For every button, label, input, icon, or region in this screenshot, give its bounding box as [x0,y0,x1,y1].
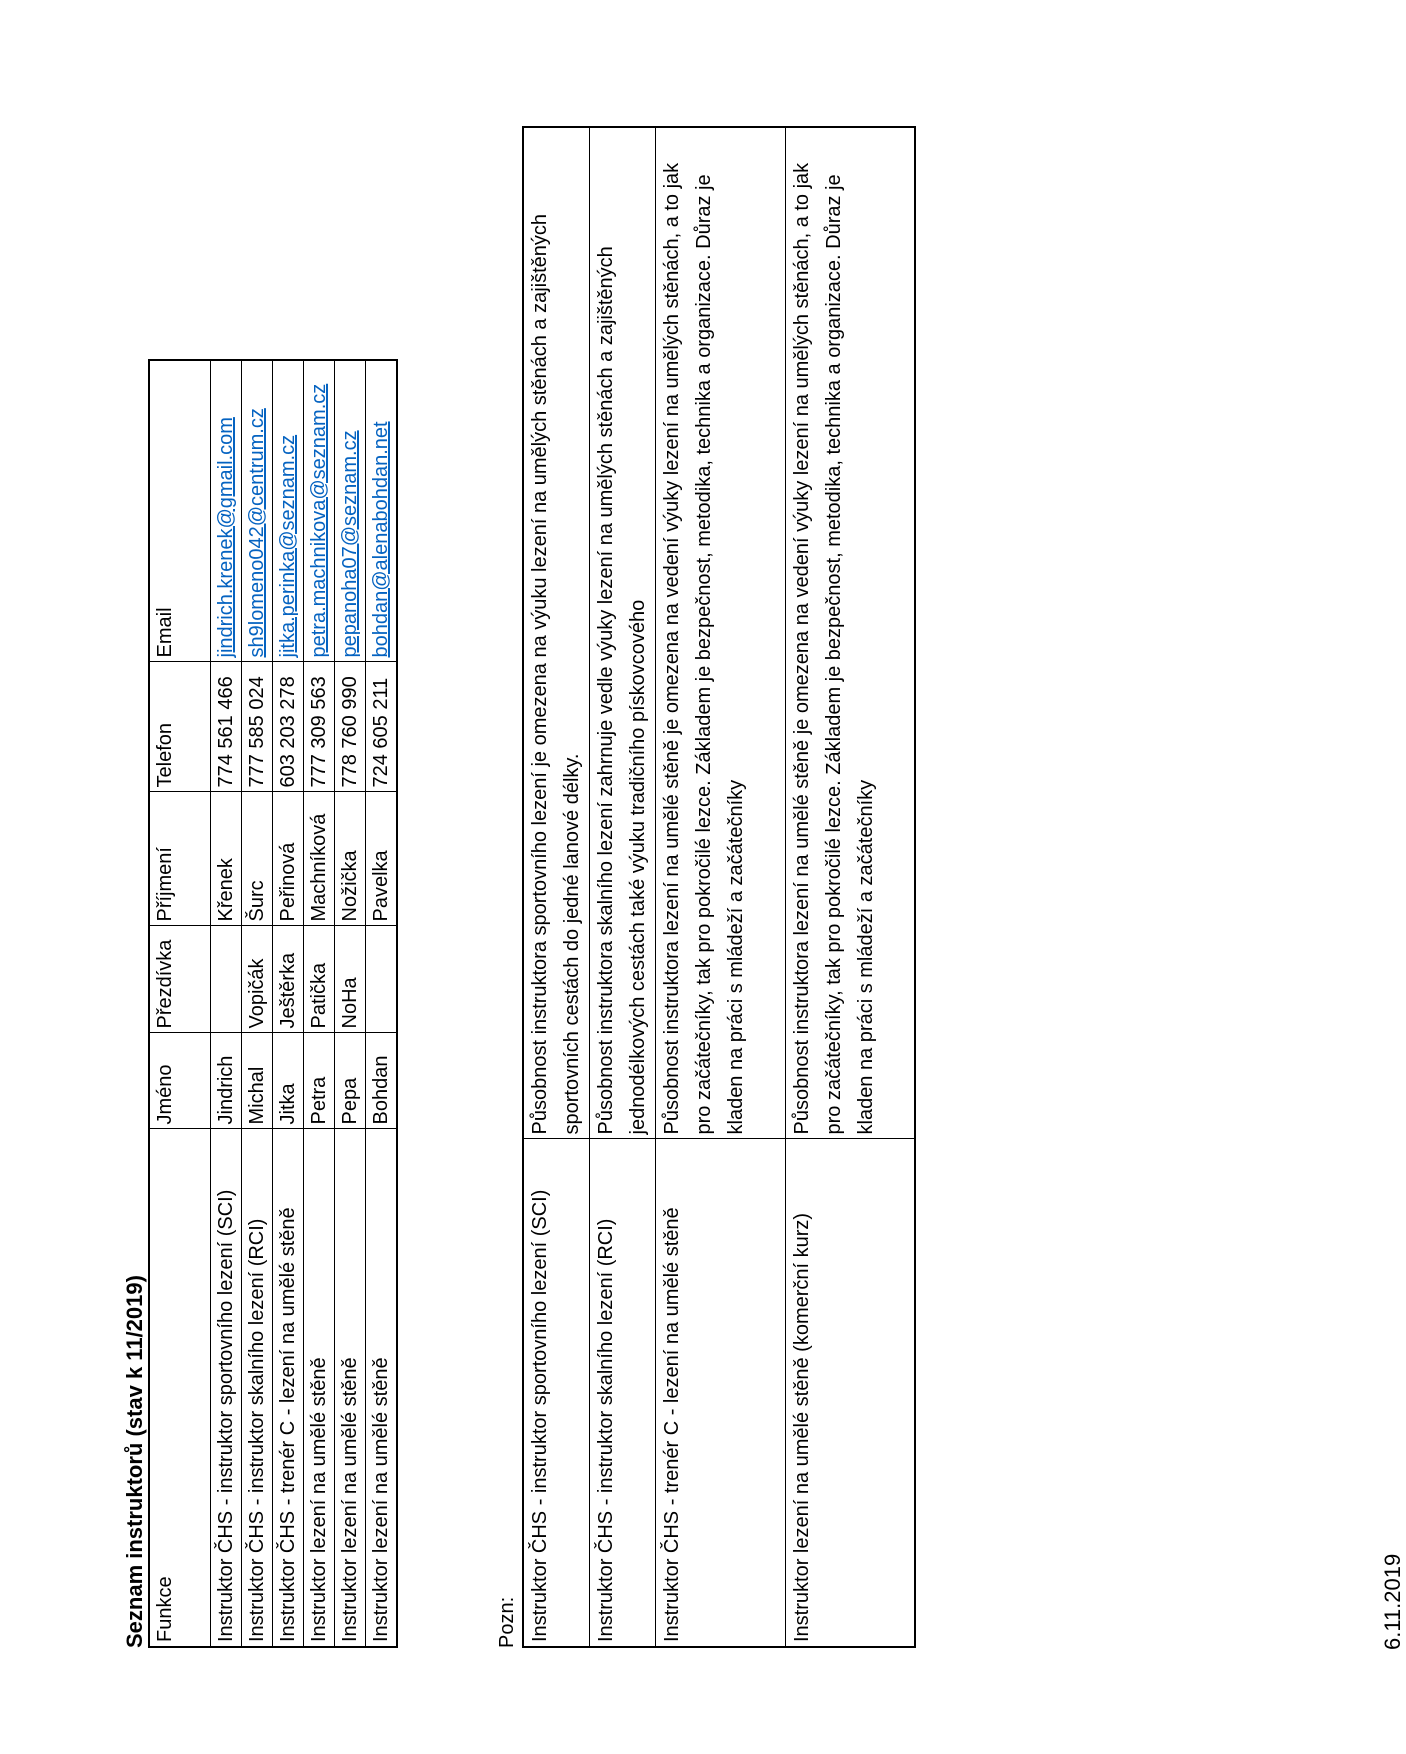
cell-prijmeni: Pavelka [366,792,398,926]
cell-prezdivka [366,926,398,1033]
cell-telefon: 777 309 563 [304,662,335,792]
cell-email [211,360,242,662]
cell-prijmeni: Machníková [304,792,335,926]
cell-email [304,360,335,662]
cell-email [366,360,398,662]
table-row [242,360,273,1647]
note-description: Působnost instruktora skalního lezení zahrnuje vedle výuky lezení na umělých stěnách a zajištěných jednodélkových cestách také výuku tradičního pískovcového [589,127,655,1139]
header-telefon: Telefon [149,662,211,792]
cell-jmeno: Pepa [335,1033,366,1129]
note-funkce: Instruktor ČHS - trenér C - lezení na umělé stěně [655,1139,785,1647]
table-row [273,360,304,1647]
cell-telefon: 774 561 466 [211,662,242,792]
header-prezdivka: Přezdívka [149,926,211,1033]
email-link[interactable]: bohdan@alenabohdan.net [370,421,392,658]
cell-jmeno: Bohdan [366,1033,398,1129]
email-link[interactable]: jitka.perinka@seznam.cz [277,434,299,658]
header-prijmeni: Příjmení [149,792,211,926]
cell-jmeno: Jindrich [211,1033,242,1129]
cell-prezdivka: Patička [304,926,335,1033]
cell-prezdivka [211,926,242,1033]
cell-prijmeni: Křenek [211,792,242,926]
email-link[interactable]: jindrich.krenek@gmail.com [215,417,237,658]
cell-jmeno: Petra [304,1033,335,1129]
cell-telefon: 777 585 024 [242,662,273,792]
cell-jmeno: Michal [242,1033,273,1129]
table-row [211,360,242,1647]
header-jmeno: Jméno [149,1033,211,1129]
cell-telefon: 778 760 990 [335,662,366,792]
header-funkce: Funkce [149,1129,211,1647]
cell-funkce: Instruktor ČHS - instruktor sportovního lezení (SCI) [211,1129,242,1647]
instructors-table [148,359,398,1648]
cell-prezdivka: Ještěrka [273,926,304,1033]
note-funkce: Instruktor ČHS - instruktor sportovního lezení (SCI) [523,1139,589,1647]
note-funkce: Instruktor lezení na umělé stěně (komerční kurz) [785,1139,915,1647]
table-row [304,360,335,1647]
table-header-row [149,360,211,1647]
cell-funkce: Instruktor lezení na umělé stěně [304,1129,335,1647]
cell-telefon: 724 605 211 [366,662,398,792]
document-date: 6.11.2019 [1380,1553,1405,1650]
cell-email [335,360,366,662]
page-title: Seznam instruktorů (stav k 11/2019) [122,1275,147,1648]
cell-funkce: Instruktor lezení na umělé stěně [335,1129,366,1647]
header-email: Email [149,360,211,662]
table-row [335,360,366,1647]
cell-prezdivka: NoHa [335,926,366,1033]
note-description: Působnost instruktora sportovního lezení je omezena na výuku lezení na umělých stěnách a zajištěných sportovních cestách do jedné lanové délky. [523,127,589,1139]
cell-funkce: Instruktor ČHS - instruktor skalního lezení (RCI) [242,1129,273,1647]
note-funkce: Instruktor ČHS - instruktor skalního lezení (RCI) [589,1139,655,1647]
note-row [589,127,655,1647]
note-description: Působnost instruktora lezení na umělé stěně je omezena na vedení výuky lezení na umělých stěnách, a to jak pro začátečníky, tak pro pokročilé lezce. Základem je bezpečnost, metodika, technika a organizace. Důraz je kladen na práci s mládeží a začátečníky [785,127,915,1139]
notes-table [522,126,916,1648]
cell-funkce: Instruktor ČHS - trenér C - lezení na umělé stěně [273,1129,304,1647]
note-row [523,127,589,1647]
note-row [655,127,785,1647]
table-row [366,360,398,1647]
email-link[interactable]: petra.machnikova@seznam.cz [308,383,330,658]
email-link[interactable]: pepanoha07@seznam.cz [339,430,361,658]
cell-prijmeni: Nožička [335,792,366,926]
cell-jmeno: Jitka [273,1033,304,1129]
cell-prezdivka: Vopičák [242,926,273,1033]
cell-email [273,360,304,662]
cell-telefon: 603 203 278 [273,662,304,792]
cell-email [242,360,273,662]
note-description: Působnost instruktora lezení na umělé stěně je omezena na vedení výuky lezení na umělých stěnách, a to jak pro začátečníky, tak pro pokročilé lezce. Základem je bezpečnost, metodika, technika a organizace. Důraz je kladen na práci s mládeží a začátečníky [655,127,785,1139]
cell-funkce: Instruktor lezení na umělé stěně [366,1129,398,1647]
rotated-sheet [120,86,1405,1660]
notes-label: Pozn: [496,1596,518,1648]
cell-prijmeni: Peřinová [273,792,304,926]
note-row [785,127,915,1647]
cell-prijmeni: Šurc [242,792,273,926]
email-link[interactable]: sh9lomeno042@centrum.cz [246,408,268,658]
